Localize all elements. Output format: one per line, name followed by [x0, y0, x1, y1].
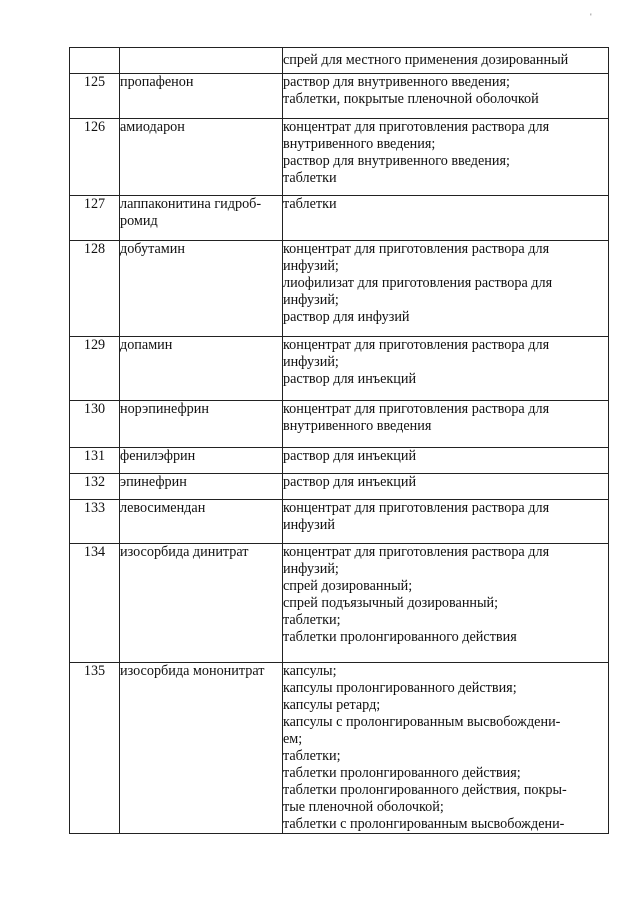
- drug-name: амиодарон: [120, 119, 283, 196]
- table-row: [70, 448, 609, 474]
- drug-name: левосимендан: [120, 500, 283, 544]
- table-row: [70, 401, 609, 448]
- dosage-forms: [283, 500, 609, 544]
- dosage-forms: [283, 448, 609, 474]
- dosage-form-line: раствор для внутривенного введения;: [283, 153, 510, 169]
- row-number: 126: [70, 119, 120, 196]
- row-number: 134: [70, 544, 120, 663]
- row-number: 135: [70, 663, 120, 834]
- drug-name: допамин: [120, 337, 283, 401]
- dosage-form-line: раствор для инъекций: [283, 474, 417, 490]
- dosage-form-line: тые пленочной оболочкой;: [283, 799, 444, 815]
- row-number: 133: [70, 500, 120, 544]
- dosage-form-line: концентрат для приготовления раствора для: [283, 401, 550, 417]
- drug-name: изосорбида динитрат: [120, 544, 283, 663]
- dosage-form-line: спрей подъязычный дозированный;: [283, 595, 499, 611]
- dosage-form-line: таблетки: [283, 170, 337, 186]
- drug-name: пропафенон: [120, 74, 283, 119]
- row-number: [70, 48, 120, 74]
- dosage-form-line: капсулы;: [283, 663, 337, 679]
- dosage-form-line: капсулы с пролонгированным высвобождени-: [283, 714, 561, 730]
- dosage-form-line: концентрат для приготовления раствора для: [283, 544, 550, 560]
- table-row: [70, 337, 609, 401]
- dosage-form-line: концентрат для приготовления раствора для: [283, 119, 550, 135]
- dosage-form-line: капсулы пролонгированного действия;: [283, 680, 517, 696]
- row-number: 127: [70, 196, 120, 241]
- table-row: [70, 500, 609, 544]
- dosage-form-line: таблетки пролонгированного действия, покры-: [283, 782, 567, 798]
- dosage-form-line: инфузий: [283, 517, 335, 533]
- row-number: 130: [70, 401, 120, 448]
- dosage-form-line: таблетки;: [283, 748, 341, 764]
- drug-name: добутамин: [120, 241, 283, 337]
- table-row: [70, 474, 609, 500]
- dosage-form-line: инфузий;: [283, 292, 339, 308]
- dosage-form-line: концентрат для приготовления раствора для: [283, 500, 550, 516]
- dosage-forms: [283, 119, 609, 196]
- row-number: 131: [70, 448, 120, 474]
- dosage-forms: [283, 474, 609, 500]
- dosage-forms: [283, 74, 609, 119]
- dosage-form-line: таблетки, покрытые пленочной оболочкой: [283, 91, 539, 107]
- dosage-form-line: концентрат для приготовления раствора для: [283, 241, 550, 257]
- dosage-forms: [283, 48, 609, 74]
- dosage-form-line: лиофилизат для приготовления раствора для: [283, 275, 553, 291]
- drug-name: изосорбида мононитрат: [120, 663, 283, 834]
- dosage-form-line: спрей для местного применения дозированный: [283, 52, 569, 68]
- drug-name: фенилэфрин: [120, 448, 283, 474]
- table-row: [70, 196, 609, 241]
- dosage-forms: [283, 241, 609, 337]
- dosage-form-line: внутривенного введения;: [283, 136, 436, 152]
- table-row: [70, 119, 609, 196]
- drug-name: лаппаконитина гидроб- ромид: [120, 196, 283, 241]
- drug-name: эпинефрин: [120, 474, 283, 500]
- table-row: [70, 544, 609, 663]
- dosage-form-line: раствор для внутривенного введения;: [283, 74, 510, 90]
- dosage-form-line: концентрат для приготовления раствора для: [283, 337, 550, 353]
- drug-name: [120, 48, 283, 74]
- dosage-form-line: раствор для инъекций: [283, 371, 417, 387]
- dosage-form-line: таблетки пролонгированного действия: [283, 629, 517, 645]
- dosage-form-line: таблетки пролонгированного действия;: [283, 765, 521, 781]
- dosage-forms: [283, 401, 609, 448]
- table-row: [70, 74, 609, 119]
- dosage-form-line: капсулы ретард;: [283, 697, 381, 713]
- dosage-forms: [283, 663, 609, 834]
- corner-mark: ': [590, 12, 592, 22]
- drug-table: [69, 47, 609, 834]
- dosage-form-line: таблетки;: [283, 612, 341, 628]
- dosage-form-line: таблетки: [283, 196, 337, 212]
- dosage-form-line: спрей дозированный;: [283, 578, 413, 594]
- dosage-form-line: раствор для инъекций: [283, 448, 417, 464]
- drug-name: норэпинефрин: [120, 401, 283, 448]
- table-row: [70, 241, 609, 337]
- row-number: 129: [70, 337, 120, 401]
- dosage-forms: [283, 337, 609, 401]
- dosage-forms: [283, 196, 609, 241]
- dosage-form-line: таблетки с пролонгированным высвобождени-: [283, 816, 565, 832]
- dosage-forms: [283, 544, 609, 663]
- table-row: [70, 663, 609, 834]
- table-row: [70, 48, 609, 74]
- dosage-form-line: раствор для инфузий: [283, 309, 410, 325]
- dosage-form-line: инфузий;: [283, 561, 339, 577]
- row-number: 125: [70, 74, 120, 119]
- row-number: 132: [70, 474, 120, 500]
- dosage-form-line: инфузий;: [283, 354, 339, 370]
- row-number: 128: [70, 241, 120, 337]
- drug-table-body: [70, 48, 609, 834]
- dosage-form-line: инфузий;: [283, 258, 339, 274]
- dosage-form-line: внутривенного введения: [283, 418, 432, 434]
- dosage-form-line: ем;: [283, 731, 303, 747]
